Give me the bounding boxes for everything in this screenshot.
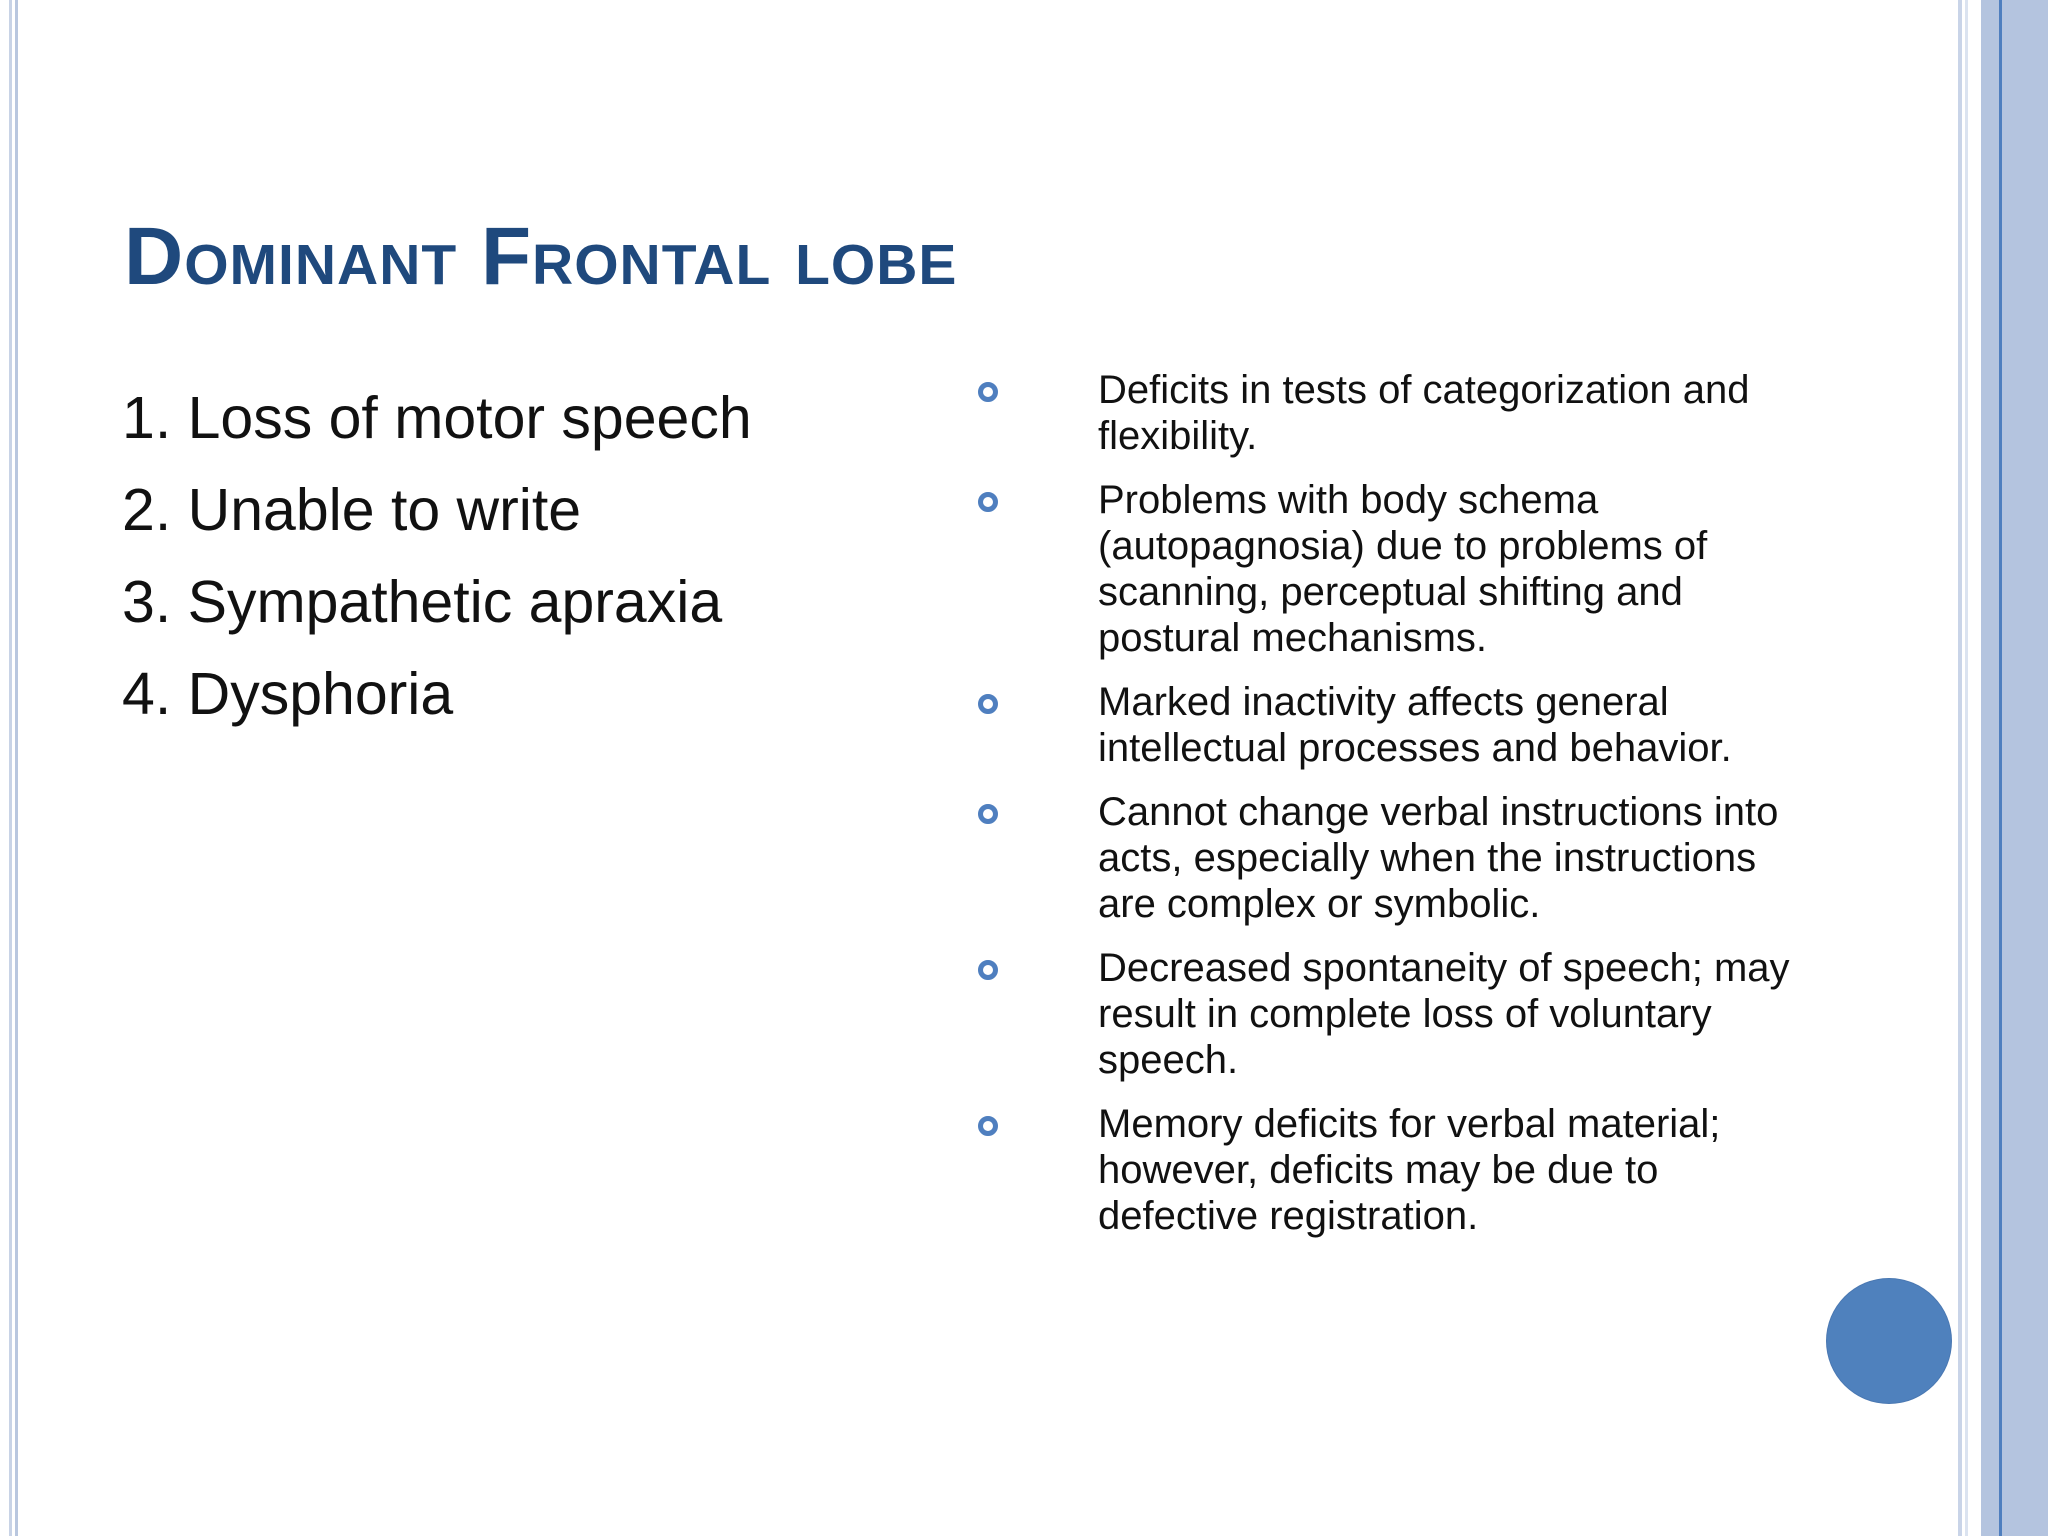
hollow-circle-bullet-icon [978,804,998,824]
hollow-circle-bullet-icon [978,694,998,714]
numbered-item: 4. Dysphoria [122,661,454,727]
bullet-text: Decreased spontaneity of speech; may result in complete loss of voluntary speech. [1098,946,1790,1082]
numbered-item: 2. Unable to write [122,477,582,543]
slide-title: Dominant Frontal lobe [124,211,958,302]
bullet-item [972,679,1792,771]
hollow-circle-bullet-icon [978,960,998,980]
numbered-list [122,372,902,740]
bullet-item [972,945,1792,1083]
numbered-item: 3. Sympathetic apraxia [122,569,723,635]
bullet-item [972,477,1792,661]
hollow-circle-bullet-icon [978,382,998,402]
bullet-text: Cannot change verbal instructions into acts, especially when the instructions are complex or symbolic. [1098,790,1779,926]
bullet-item [972,1101,1792,1239]
right-border-stripe [1981,0,1999,1536]
bullet-item [972,789,1792,927]
bullet-list [972,367,1792,1257]
bullet-text: Deficits in tests of categorization and flexibility. [1098,368,1750,458]
numbered-item: 1. Loss of motor speech [122,385,752,451]
hollow-circle-bullet-icon [978,1116,998,1136]
bullet-text: Problems with body schema (autopagnosia) due to problems of scanning, perceptual shifting and postural mechanisms. [1098,478,1708,660]
left-border-line [15,0,18,1536]
bullet-text: Memory deficits for verbal material; however, deficits may be due to defective registration. [1098,1102,1721,1238]
hollow-circle-bullet-icon [978,492,998,512]
right-border-stripe [2002,0,2048,1536]
right-border-stripe [1958,0,1962,1536]
bullet-item [972,367,1792,459]
left-border-line [9,0,12,1536]
bullet-text: Marked inactivity affects general intellectual processes and behavior. [1098,680,1732,770]
right-border-stripe [1965,0,1968,1536]
decorative-circle-icon [1827,1279,1951,1403]
